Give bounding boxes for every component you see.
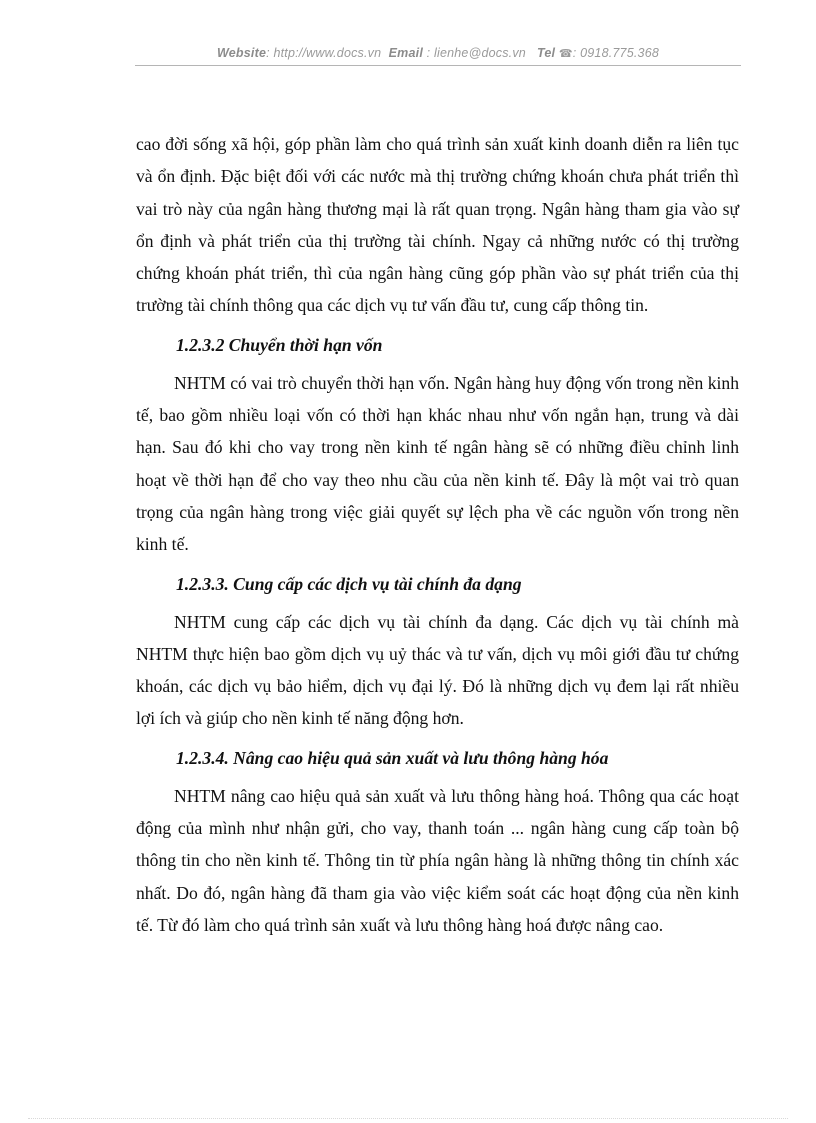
email-label: Email	[388, 46, 423, 60]
phone-icon: ☎	[558, 48, 573, 60]
header-divider	[135, 65, 741, 66]
tel-label: Tel	[536, 46, 556, 60]
page-header	[135, 46, 741, 60]
section-heading-1-2-3-3: 1.2.3.3. Cung cấp các dịch vụ tài chính đa dạng	[176, 573, 522, 594]
document-body	[136, 128, 739, 941]
tel-number: : 0918.775.368	[572, 46, 659, 60]
website-label: Website	[217, 46, 267, 60]
website-url: : http://www.docs.vn	[266, 46, 382, 60]
paragraph-4: NHTM nâng cao hiệu quả sản xuất và lưu thông hàng hoá. Thông qua các hoạt động của mình như nhận gửi, cho vay, thanh toán ... ngân hàng cung cấp toàn bộ thông tin cho nền kinh tế. Thông tin từ phía ngân hàng là những thông tin chính xác nhất. Do đó, ngân hàng đã tham gia vào việc kiểm soát các hoạt động của nền kinh tế. Từ đó làm cho quá trình sản xuất và lưu thông hàng hoá được nâng cao.	[136, 785, 739, 935]
paragraph-3: NHTM cung cấp các dịch vụ tài chính đa dạng. Các dịch vụ tài chính mà NHTM thực hiện bao gồm dịch vụ uỷ thác và tư vấn, dịch vụ môi giới đầu tư chứng khoán, các dịch vụ bảo hiểm, dịch vụ đại lý. Đó là những dịch vụ đem lại rất nhiều lợi ích và giúp cho nền kinh tế năng động hơn.	[136, 611, 739, 729]
footer-divider	[28, 1118, 788, 1119]
section-heading-1-2-3-4: 1.2.3.4. Nâng cao hiệu quả sản xuất và lưu thông hàng hóa	[176, 747, 609, 768]
section-heading-1-2-3-2: 1.2.3.2 Chuyển thời hạn vốn	[176, 334, 383, 355]
email-address: : lienhe@docs.vn	[423, 46, 526, 60]
paragraph-2: NHTM có vai trò chuyển thời hạn vốn. Ngân hàng huy động vốn trong nền kinh tế, bao gồm nhiều loại vốn có thời hạn khác nhau như vốn ngắn hạn, trung và dài hạn. Sau đó khi cho vay trong nền kinh tế ngân hàng sẽ có những điều chỉnh linh hoạt về thời hạn để cho vay theo nhu cầu của nền kinh tế. Đây là một vai trò quan trọng của ngân hàng trong việc giải quyết sự lệch pha về các nguồn vốn trong nền kinh tế.	[136, 372, 739, 555]
paragraph-1: cao đời sống xã hội, góp phần làm cho quá trình sản xuất kinh doanh diễn ra liên tục và ổn định. Đặc biệt đối với các nước mà thị trường chứng khoán chưa phát triển thì vai trò này của ngân hàng thương mại là rất quan trọng. Ngân hàng tham gia vào sự ổn định và phát triển của thị trường tài chính. Ngay cả những nước có thị trường chứng khoán phát triển, thì của ngân hàng cũng góp phần vào sự phát triển của thị trường tài chính thông qua các dịch vụ tư vấn đầu tư, cung cấp thông tin.	[136, 134, 739, 316]
